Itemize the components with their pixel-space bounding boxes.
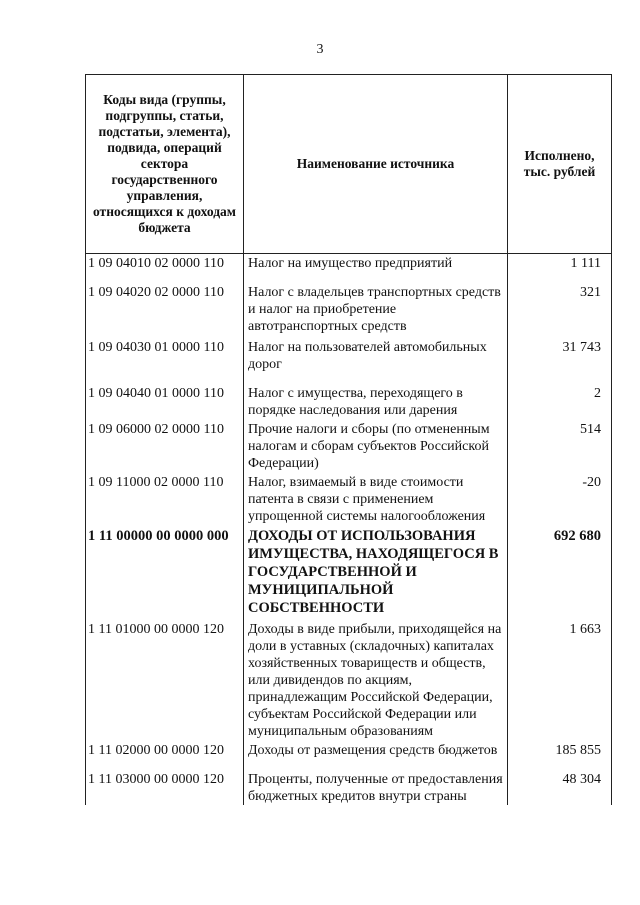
table-body xyxy=(86,254,612,806)
header-name: Наименование источника xyxy=(244,75,508,254)
table-row xyxy=(86,771,612,805)
cell-code: 1 09 06000 02 0000 110 xyxy=(86,421,244,474)
cell-amount: -20 xyxy=(508,474,612,527)
cell-name: Проценты, полученные от предоставления бюджетных кредитов внутри страны xyxy=(244,771,508,805)
cell-code: 1 09 04010 02 0000 110 xyxy=(86,254,244,285)
table-row xyxy=(86,339,612,385)
cell-name: Налог с имущества, переходящего в порядке наследования или дарения xyxy=(244,385,508,421)
cell-name: Налог на имущество предприятий xyxy=(244,254,508,285)
table-row xyxy=(86,421,612,474)
cell-amount: 2 xyxy=(508,385,612,421)
cell-code: 1 09 04020 02 0000 110 xyxy=(86,284,244,339)
cell-name: ДОХОДЫ ОТ ИСПОЛЬЗОВАНИЯ ИМУЩЕСТВА, НАХОДЯЩЕГОСЯ В ГОСУДАРСТВЕННОЙ И МУНИЦИПАЛЬНОЙ СОБСТВЕННОСТИ xyxy=(244,527,508,621)
cell-amount: 321 xyxy=(508,284,612,339)
table-row xyxy=(86,621,612,742)
table-row xyxy=(86,474,612,527)
cell-name: Налог с владельцев транспортных средств и налог на приобретение автотранспортных средств xyxy=(244,284,508,339)
cell-amount: 31 743 xyxy=(508,339,612,385)
table-header-row xyxy=(86,75,612,254)
revenue-table xyxy=(85,74,612,805)
cell-code: 1 11 00000 00 0000 000 xyxy=(86,527,244,621)
cell-code: 1 11 02000 00 0000 120 xyxy=(86,742,244,771)
table-row xyxy=(86,527,612,621)
table-row xyxy=(86,254,612,285)
table-row xyxy=(86,284,612,339)
cell-name: Доходы в виде прибыли, приходящейся на доли в уставных (складочных) капиталах хозяйственных товариществ и обществ, или дивидендов по акциям, принадлежащим Российской Федерации, субъектам Российской Федерации или муниципальным образованиям xyxy=(244,621,508,742)
page-number: 3 xyxy=(316,42,324,57)
cell-code: 1 11 01000 00 0000 120 xyxy=(86,621,244,742)
cell-name: Доходы от размещения средств бюджетов xyxy=(244,742,508,771)
table-row xyxy=(86,742,612,771)
header-amount: Исполнено, тыс. рублей xyxy=(508,75,612,254)
cell-name: Налог на пользователей автомобильных дорог xyxy=(244,339,508,385)
cell-amount: 1 663 xyxy=(508,621,612,742)
cell-code: 1 09 11000 02 0000 110 xyxy=(86,474,244,527)
cell-amount: 692 680 xyxy=(508,527,612,621)
cell-name: Прочие налоги и сборы (по отмененным налогам и сборам субъектов Российской Федерации) xyxy=(244,421,508,474)
cell-amount: 514 xyxy=(508,421,612,474)
cell-code: 1 09 04040 01 0000 110 xyxy=(86,385,244,421)
table-row xyxy=(86,385,612,421)
header-code: Коды вида (группы, подгруппы, статьи, подстатьи, элемента), подвида, операций сектора государственного управления, относящихся к доходам бюджета xyxy=(86,75,244,254)
cell-code: 1 11 03000 00 0000 120 xyxy=(86,771,244,805)
cell-amount: 1 111 xyxy=(508,254,612,285)
cell-code: 1 09 04030 01 0000 110 xyxy=(86,339,244,385)
cell-amount: 48 304 xyxy=(508,771,612,805)
cell-name: Налог, взимаемый в виде стоимости патента в связи с применением упрощенной системы налогообложения xyxy=(244,474,508,527)
cell-amount: 185 855 xyxy=(508,742,612,771)
